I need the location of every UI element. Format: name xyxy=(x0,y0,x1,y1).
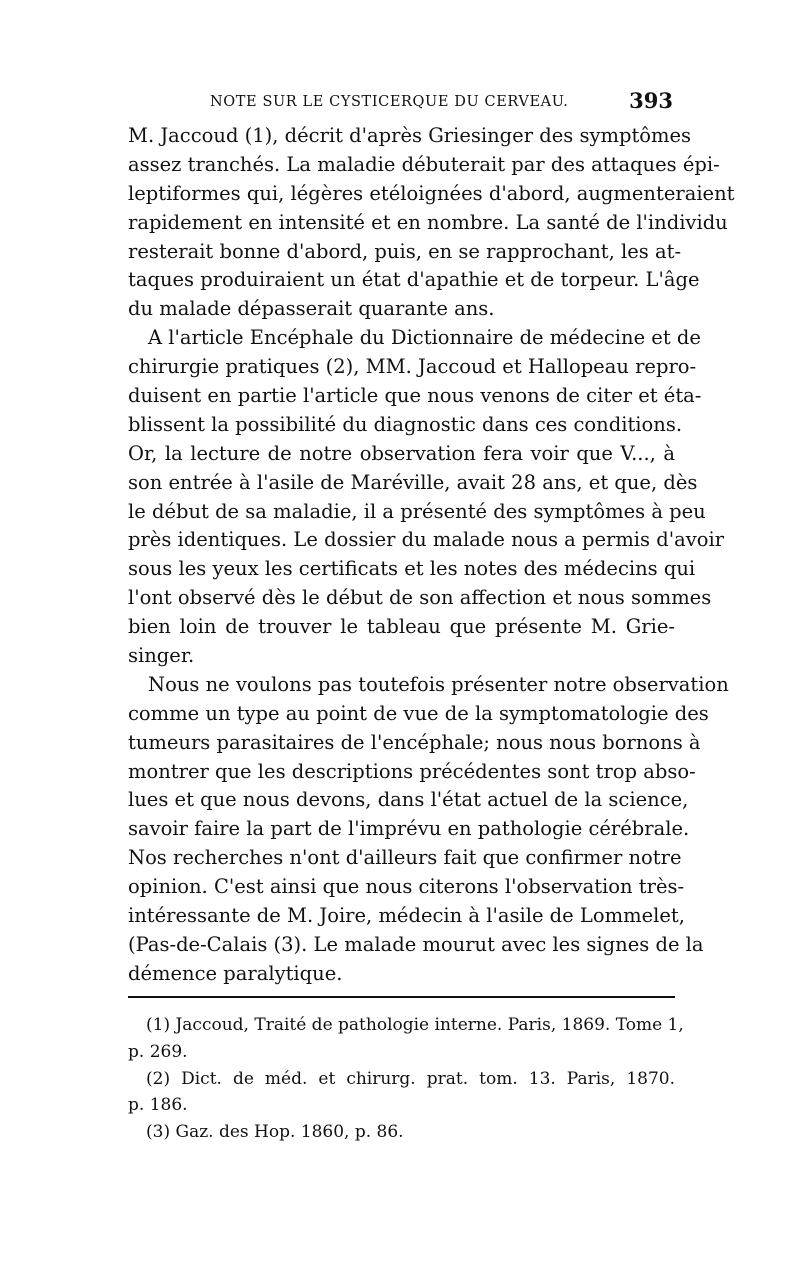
footnote-line: (3) Gaz. des Hop. 1860, p. 86. xyxy=(146,1122,404,1143)
text-line: Or, la lecture de notre observation fera voir que V..., à xyxy=(128,441,675,465)
footnote-line: (1) Jaccoud, Traité de pathologie interne. Paris, 1869. Tome 1, xyxy=(146,1015,684,1035)
text-line: duisent en partie l'article que nous venons de citer et éta- xyxy=(128,384,702,408)
text-line: sous les yeux les certificats et les notes des médecins qui xyxy=(128,557,696,581)
text-line: lues et que nous devons, dans l'état actuel de la science, xyxy=(128,788,689,812)
text-line: démence paralytique. xyxy=(128,961,343,985)
body-text xyxy=(128,122,735,989)
text-line: intéressante de M. Joire, médecin à l'asile de Lommelet, xyxy=(128,904,685,928)
text-line: tumeurs parasitaires de l'encéphale; nous nous bornons à xyxy=(128,730,701,754)
text-line: leptiformes qui, légères etéloignées d'abord, augmenteraient xyxy=(128,181,735,205)
text-line: assez tranchés. La maladie débuterait par des attaques épi- xyxy=(128,152,720,176)
text-line: son entrée à l'asile de Maréville, avait 28 ans, et que, dès xyxy=(128,470,698,494)
text-line: rapidement en intensité et en nombre. La santé de l'individu xyxy=(128,210,728,234)
text-line: Nos recherches n'ont d'ailleurs fait que confirmer notre xyxy=(128,846,682,870)
text-line: bien loin de trouver le tableau que présente M. Grie- xyxy=(128,615,675,639)
text-line: singer. xyxy=(128,644,195,668)
text-line: près identiques. Le dossier du malade nous a permis d'avoir xyxy=(128,528,725,552)
text-line: Nous ne voulons pas toutefois présenter notre observation xyxy=(148,672,729,696)
footnote-line: (2) Dict. de méd. et chirurg. prat. tom. 13. Paris, 1870. xyxy=(146,1068,675,1089)
text-line: savoir faire la part de l'imprévu en pathologie cérébrale. xyxy=(128,817,690,841)
text-line: A l'article Encéphale du Dictionnaire de médecine et de xyxy=(148,326,701,350)
page-number: 393 xyxy=(629,88,673,113)
text-line: resterait bonne d'abord, puis, en se rapprochant, les at- xyxy=(128,239,682,263)
text-line: opinion. C'est ainsi que nous citerons l'observation très- xyxy=(128,875,685,899)
text-line: l'ont observé dès le début de son affection et nous sommes xyxy=(128,586,712,610)
footnote-divider xyxy=(128,996,675,998)
text-line: comme un type au point de vue de la symptomatologie des xyxy=(128,701,709,725)
page-header xyxy=(128,88,675,122)
text-line: du malade dépasserait quarante ans. xyxy=(128,297,495,321)
text-line: le début de sa maladie, il a présenté des symptômes à peu xyxy=(128,499,706,523)
text-line: montrer que les descriptions précédentes sont trop abso- xyxy=(128,759,696,783)
text-line: (Pas-de-Calais (3). Le malade mourut avec les signes de la xyxy=(128,932,704,956)
footnote-line: p. 186. xyxy=(128,1095,188,1116)
text-line: taques produiraient un état d'apathie et de torpeur. L'âge xyxy=(128,268,700,292)
text-line: M. Jaccoud (1), décrit d'après Griesinger des symptômes xyxy=(128,124,692,147)
text-line: blissent la possibilité du diagnostic dans ces conditions. xyxy=(128,412,683,436)
footnotes xyxy=(128,1012,684,1146)
running-head: NOTE SUR LE CYSTICERQUE DU CERVEAU. xyxy=(210,94,569,110)
footnote-line: p. 269. xyxy=(128,1041,188,1062)
text-line: chirurgie pratiques (2), MM. Jaccoud et Hallopeau repro- xyxy=(128,355,697,379)
